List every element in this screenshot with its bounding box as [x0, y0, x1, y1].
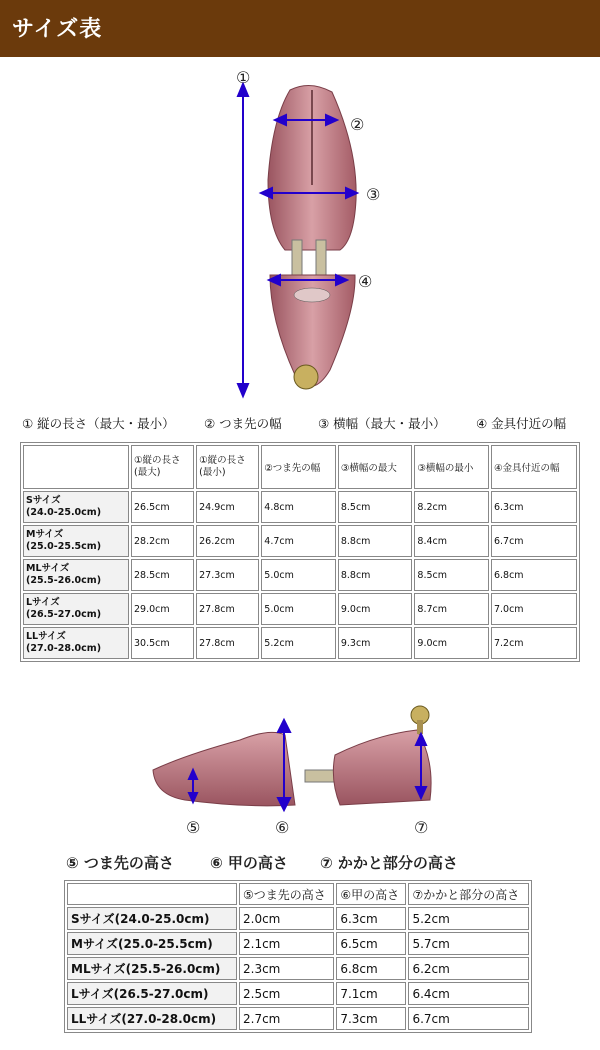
table-cell: 5.7cm	[408, 932, 529, 955]
table-cell: 6.5cm	[336, 932, 406, 955]
legend-fitting-width: ④ 金具付近の幅	[476, 416, 567, 431]
table-cell: 7.3cm	[336, 1007, 406, 1030]
table-cell: 9.0cm	[414, 627, 489, 659]
arrow-length	[238, 84, 248, 396]
table-row	[67, 1007, 529, 1030]
row-label: Sサイズ(24.0-25.0cm)	[67, 907, 237, 930]
table-cell: 4.7cm	[261, 525, 336, 557]
table-cell: 6.3cm	[336, 907, 406, 930]
row-label: MLサイズ (25.5-26.0cm)	[23, 559, 129, 591]
table-cell: 4.8cm	[261, 491, 336, 523]
table-cell: 29.0cm	[131, 593, 194, 625]
table-cell: 6.2cm	[408, 957, 529, 980]
table-header-cell	[23, 445, 129, 489]
table-row	[23, 559, 577, 591]
table-cell: 2.5cm	[239, 982, 334, 1005]
table-cell: 7.1cm	[336, 982, 406, 1005]
table-cell: 26.5cm	[131, 491, 194, 523]
table-cell: 2.3cm	[239, 957, 334, 980]
table-header-cell	[131, 445, 194, 489]
table-header-cell: ⑤つま先の高さ	[239, 883, 334, 905]
shoe-tree-front-side-shape	[153, 732, 295, 805]
table-header-cell: ②つま先の幅	[261, 445, 336, 489]
table-cell: 27.3cm	[196, 559, 259, 591]
table-header-cell: ③横幅の最大	[338, 445, 413, 489]
table-cell: 8.2cm	[414, 491, 489, 523]
table-cell: 5.0cm	[261, 559, 336, 591]
table-header-cell-text: ①縦の長さ (最小)	[199, 455, 246, 478]
table-row	[67, 907, 529, 930]
brand-emblem	[294, 288, 330, 302]
spring-rod	[292, 240, 302, 280]
table-cell: 6.4cm	[408, 982, 529, 1005]
table-row	[67, 982, 529, 1005]
table-cell: 8.4cm	[414, 525, 489, 557]
table-header-row	[67, 883, 529, 905]
table-cell: 7.0cm	[491, 593, 577, 625]
table-cell: 8.8cm	[338, 525, 413, 557]
table-cell: 2.0cm	[239, 907, 334, 930]
row-label: LLサイズ (27.0-28.0cm)	[23, 627, 129, 659]
table-cell: 28.2cm	[131, 525, 194, 557]
table-cell: 26.2cm	[196, 525, 259, 557]
label-5: ⑤	[186, 818, 201, 837]
table-cell: 6.8cm	[491, 559, 577, 591]
page-title: サイズ表	[12, 17, 103, 42]
table-header-cell	[67, 883, 237, 905]
table-header-cell	[196, 445, 259, 489]
table-row	[67, 957, 529, 980]
table-cell: 27.8cm	[196, 593, 259, 625]
table-header-row	[23, 445, 577, 489]
row-label: Lサイズ (26.5-27.0cm)	[23, 593, 129, 625]
legend-toe-height: ⑤ つま先の高さ	[66, 854, 174, 872]
table-cell: 6.8cm	[336, 957, 406, 980]
row-label: Sサイズ (24.0-25.0cm)	[23, 491, 129, 523]
row-label: Lサイズ(26.5-27.0cm)	[67, 982, 237, 1005]
label-6: ⑥	[275, 818, 290, 837]
legend-heel-height: ⑦ かかと部分の高さ	[320, 854, 458, 872]
table-cell: 8.5cm	[414, 559, 489, 591]
brass-knob	[294, 365, 318, 389]
size-table-2	[64, 880, 532, 1033]
label-3: ③	[366, 185, 381, 204]
table-cell: 5.2cm	[261, 627, 336, 659]
table-header-cell: ⑦かかと部分の高さ	[408, 883, 529, 905]
table-row	[23, 491, 577, 523]
table-row	[67, 932, 529, 955]
size-table-1	[20, 442, 580, 662]
row-label: Mサイズ(25.0-25.5cm)	[67, 932, 237, 955]
table-cell: 27.8cm	[196, 627, 259, 659]
row-label: Mサイズ (25.0-25.5cm)	[23, 525, 129, 557]
table-cell: 5.2cm	[408, 907, 529, 930]
table-row	[23, 627, 577, 659]
table-cell: 8.8cm	[338, 559, 413, 591]
label-1: ①	[236, 68, 251, 87]
row-label: LLサイズ(27.0-28.0cm)	[67, 1007, 237, 1030]
table-cell: 2.7cm	[239, 1007, 334, 1030]
table-row	[23, 525, 577, 557]
table-cell: 8.7cm	[414, 593, 489, 625]
table-cell: 5.0cm	[261, 593, 336, 625]
spring-rod	[316, 240, 326, 280]
table-header-cell: ③横幅の最小	[414, 445, 489, 489]
shoe-tree-heel-side-shape	[333, 730, 431, 805]
table-cell: 9.3cm	[338, 627, 413, 659]
table-cell: 7.2cm	[491, 627, 577, 659]
legend-width: ③ 横幅（最大・最小）	[318, 416, 446, 431]
table-cell: 30.5cm	[131, 627, 194, 659]
table-row	[23, 593, 577, 625]
table-cell: 28.5cm	[131, 559, 194, 591]
table-cell: 6.7cm	[408, 1007, 529, 1030]
table-cell: 6.3cm	[491, 491, 577, 523]
table-cell: 6.7cm	[491, 525, 577, 557]
table-header-cell: ④金具付近の幅	[491, 445, 577, 489]
shoe-tree-top-view-image	[220, 70, 420, 410]
page-header	[0, 0, 600, 57]
row-label: MLサイズ(25.5-26.0cm)	[67, 957, 237, 980]
table-cell: 2.1cm	[239, 932, 334, 955]
label-4: ④	[358, 272, 373, 291]
legend-toe-width: ② つま先の幅	[204, 416, 282, 431]
table-header-cell-text: ①縦の長さ (最大)	[134, 455, 181, 478]
label-7: ⑦	[414, 818, 429, 837]
label-2: ②	[350, 115, 365, 134]
legend-instep-height: ⑥ 甲の高さ	[210, 854, 288, 872]
table-cell: 24.9cm	[196, 491, 259, 523]
table-cell: 8.5cm	[338, 491, 413, 523]
legend-length: ① 縦の長さ（最大・最小）	[22, 416, 175, 431]
table-cell: 9.0cm	[338, 593, 413, 625]
table-header-cell: ⑥甲の高さ	[336, 883, 406, 905]
